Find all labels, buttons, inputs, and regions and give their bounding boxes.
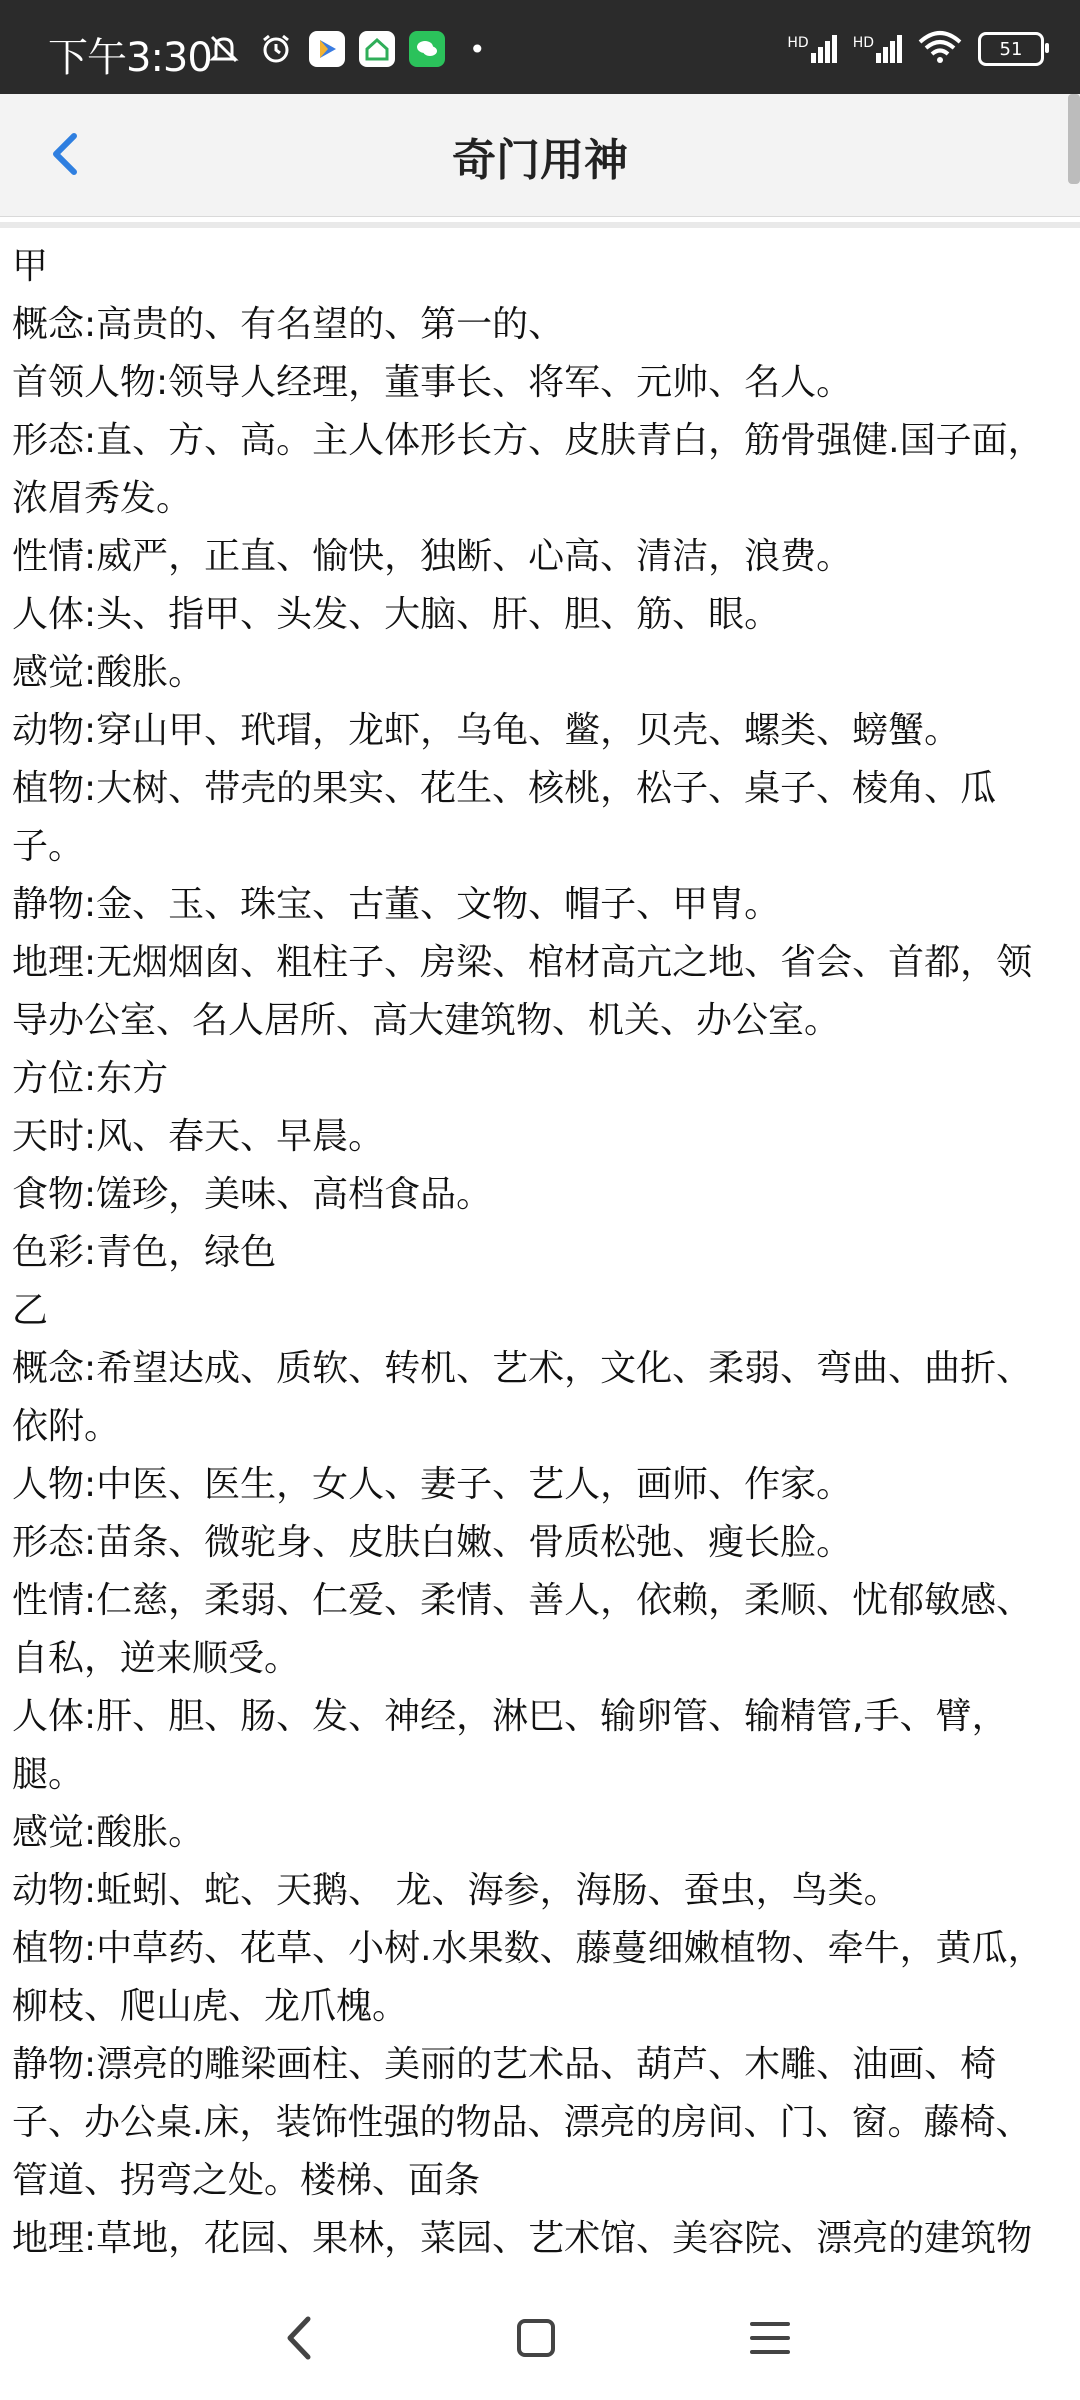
app-bar xyxy=(0,94,1080,217)
navigation-bar xyxy=(0,2270,1080,2400)
page-title: 奇门用神 xyxy=(452,135,628,186)
wifi-icon xyxy=(918,30,962,68)
nav-home-button[interactable] xyxy=(506,2308,566,2368)
nav-back-button[interactable] xyxy=(270,2308,330,2368)
battery-icon: 51 xyxy=(978,32,1044,66)
status-icons-right xyxy=(787,30,1044,68)
status-icons-left xyxy=(205,30,486,68)
wechat-icon xyxy=(409,31,445,67)
status-bar xyxy=(0,0,1080,94)
status-time: 下午3:30 xyxy=(48,35,212,81)
nav-menu-button[interactable] xyxy=(740,2308,800,2368)
content-area[interactable] xyxy=(0,222,1080,2270)
alarm-icon xyxy=(257,30,295,68)
back-chevron-icon xyxy=(280,2313,320,2363)
signal-icon: HD xyxy=(853,35,902,63)
status-dot: • xyxy=(469,32,486,66)
scroll-indicator[interactable] xyxy=(1068,94,1080,184)
hamburger-menu-icon xyxy=(746,2316,794,2360)
content-text: 甲 概念:高贵的、有名望的、第一的、 首领人物:领导人经理，董事长、将军、元帅、名人。 形态:直、方、高。主人体形长方、皮肤青白，筋骨强健.国子面，浓眉秀发。 性情:威严，正直、愉快，独断、心高、清洁，浪费。 人体:头、指甲、头发、大脑、肝、胆、筋、眼。 感觉:酸胀。 动物:穿山甲、玳瑁，龙虾，乌龟、鳖，贝壳、螺类、螃蟹。 植物:大树、带壳的果实、花生、核桃，松子、桌子、棱角、瓜子。 静物:金、玉、珠宝、古董、文物、帽子、甲胄。 地理:无烟烟囱、粗柱子、房梁、棺材高亢之地、省会、首都，领导办公室、名人居所、高大建筑物、机关、办公室。 方位:东方 天时:风、春天、早晨。 食物:馐珍，美味、高档食品。 色彩:青色，绿色 乙 概念:希望达成、质软、转机、艺术，文化、柔弱、弯曲、曲折、依附。 人物:中医、医生，女人、妻子、艺人，画师、作家。 形态:苗条、微驼身、皮肤白嫩、骨质松弛、瘦长脸。 性情:仁慈，柔弱、仁爱、柔情、善人，依赖，柔顺、忧郁敏感、自私，逆来顺受。 人体:肝、胆、肠、发、神经，淋巴、输卵管、输精管,手、臂，腿。 感觉:酸胀。 动物:蚯蚓、蛇、天鹅、 龙、海参，海肠、蚕虫，鸟类。 植物:中草药、花草、小树.水果数、藤蔓细嫩植物、牵牛，黄瓜，柳枝、爬山虎、龙爪槐。 静物:漂亮的雕梁画柱、美丽的艺术品、葫芦、木雕、油画、椅子、办公桌.床，装饰性强的物品、漂亮的房间、门、窗。藤椅、管道、拐弯之处。楼梯、面条 地理:草地，花园、果林，菜园、艺术馆、美容院、漂亮的建筑物 xyxy=(12,246,1044,2259)
signal-icon: HD xyxy=(787,35,836,63)
mute-bell-icon xyxy=(205,30,243,68)
square-home-icon xyxy=(514,2316,558,2360)
app-home-icon xyxy=(359,31,395,67)
app-play-icon xyxy=(309,31,345,67)
